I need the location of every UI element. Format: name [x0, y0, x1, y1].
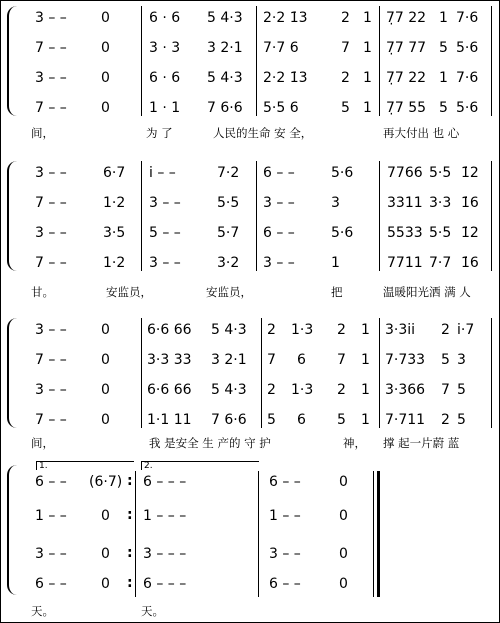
note-group: 7·6	[456, 10, 479, 26]
lyric: 我 是安全 生 产的 守 护	[149, 436, 271, 450]
note-group: 1	[361, 352, 370, 368]
note-group: 1·1 11	[147, 412, 192, 428]
note-group: 7 – –	[35, 100, 67, 116]
note-group: 3 – –	[35, 382, 67, 398]
note-group: 7̣7 22	[386, 10, 427, 26]
note-group: 1	[439, 10, 448, 26]
lyric: 天。	[141, 604, 164, 618]
note-group: 3·366	[385, 382, 426, 398]
staff-row-bass	[1, 577, 500, 597]
repeat-dots: :	[127, 545, 133, 561]
note-group: 3 – –	[35, 225, 67, 241]
note-group: (6·7)	[89, 474, 123, 490]
lyric: 再大付出 也 心	[383, 126, 460, 140]
note-group: 5 4·3	[211, 322, 247, 338]
note-group: 3 – – –	[143, 546, 187, 562]
note-group: 5·5 6	[263, 100, 299, 116]
staff-row-soprano	[1, 166, 500, 186]
lyric: 安监员，	[106, 285, 152, 299]
note-group: 2	[341, 70, 350, 86]
note-group: 2·2 1̇3	[263, 70, 308, 86]
note-group: 0	[101, 508, 110, 524]
note-group: 0	[339, 508, 348, 524]
note-group: 7 – –	[35, 412, 67, 428]
note-group: 2	[267, 382, 276, 398]
lyric: 间，	[31, 436, 54, 450]
note-group: 0	[101, 412, 110, 428]
note-group: 6 – –	[263, 165, 295, 181]
staff-row-bass	[1, 101, 500, 121]
note-group: 3 · 3	[149, 40, 181, 56]
staff-row-tenor	[1, 226, 500, 246]
note-group: 3 – –	[35, 322, 67, 338]
repeat-dots: :	[127, 507, 133, 523]
note-group: 6·6 66	[147, 382, 192, 398]
note-group: 6·7	[103, 165, 126, 181]
note-group: 3·3	[429, 195, 452, 211]
note-group: 6 · 6	[149, 70, 181, 86]
note-group: 7 – –	[35, 255, 67, 271]
note-group: 0	[339, 576, 348, 592]
note-group: 6 – –	[269, 474, 301, 490]
volta-2: 2.	[141, 461, 259, 470]
lyric: 间，	[31, 126, 54, 140]
note-group: 1	[439, 70, 448, 86]
note-group: 0	[101, 352, 110, 368]
note-group: 7	[337, 352, 346, 368]
staff-row-soprano	[1, 323, 500, 343]
note-group: 2·2 1̇3	[263, 10, 308, 26]
note-group: 6 – –	[35, 576, 67, 592]
note-group: 5·5	[429, 225, 452, 241]
note-group: 3 – –	[269, 546, 301, 562]
repeat-dots: :	[127, 575, 133, 591]
note-group: 1·3	[291, 322, 314, 338]
note-group: 3 – –	[35, 70, 67, 86]
note-group: 1	[363, 10, 372, 26]
note-group: 3 – –	[35, 546, 67, 562]
note-group: 5	[337, 412, 346, 428]
lyric: 为 了	[146, 126, 173, 140]
note-group: 1 – – –	[143, 508, 187, 524]
note-group: 6 – – –	[143, 576, 187, 592]
note-group: 5 – –	[149, 225, 181, 241]
note-group: 1	[361, 382, 370, 398]
note-group: 2	[341, 10, 350, 26]
note-group: 7·711	[385, 412, 426, 428]
note-group: 7·2	[217, 165, 240, 181]
note-group: 7 6·6	[211, 412, 247, 428]
note-group: 5	[341, 100, 350, 116]
note-group: 1·2	[103, 195, 126, 211]
note-group: 0	[101, 100, 110, 116]
note-group: 7·6	[456, 70, 479, 86]
note-group: 3 – –	[263, 195, 295, 211]
note-group: 1	[363, 100, 372, 116]
note-group: 3 – –	[263, 255, 295, 271]
note-group: 5 4·3	[207, 10, 243, 26]
note-group: 1·2	[103, 255, 126, 271]
note-group: 7711	[387, 255, 423, 271]
staff-row-bass	[1, 256, 500, 276]
note-group: 7·733	[385, 352, 426, 368]
note-group: 7 – –	[35, 352, 67, 368]
note-group: 5·6	[331, 165, 354, 181]
note-group: 1 – –	[35, 508, 67, 524]
note-group: 7766	[387, 165, 423, 181]
note-group: 1 – –	[269, 508, 301, 524]
note-group: 7̣7 77	[386, 40, 427, 56]
note-group: 7	[267, 352, 276, 368]
note-group: 0	[101, 70, 110, 86]
lyric: 撑 起一片蔚 蓝	[383, 436, 460, 450]
note-group: 1̇2	[461, 225, 479, 241]
note-group: 7	[341, 40, 350, 56]
note-group: 7 – –	[35, 195, 67, 211]
staff-row-alto	[1, 196, 500, 216]
note-group: 1	[363, 40, 372, 56]
note-group: 6 · 6	[149, 10, 181, 26]
note-group: 5·7	[217, 225, 240, 241]
note-group: 1·3	[291, 382, 314, 398]
note-group: 6 – –	[269, 576, 301, 592]
note-group: 2	[441, 412, 450, 428]
note-group: 0	[101, 322, 110, 338]
note-group: 7 – –	[35, 40, 67, 56]
note-group: 0	[101, 546, 110, 562]
staff-row-soprano	[1, 475, 500, 495]
lyric: 温暖阳光洒 满 人	[383, 285, 471, 299]
note-group: 2	[337, 322, 346, 338]
note-group: 3·3 33	[147, 352, 192, 368]
note-group: 0	[101, 40, 110, 56]
lyric: 甘。	[31, 285, 54, 299]
staff-row-alto	[1, 41, 500, 61]
note-group: 5 4·3	[211, 382, 247, 398]
staff-row-tenor	[1, 383, 500, 403]
note-group: 3·3ii	[385, 322, 416, 338]
note-group: 1̇6	[461, 195, 479, 211]
note-group: 0	[101, 382, 110, 398]
note-group: 5·6	[331, 225, 354, 241]
note-group: 1	[361, 322, 370, 338]
note-group: i·7	[457, 322, 475, 338]
staff-row-tenor	[1, 71, 500, 91]
note-group: 5	[441, 352, 450, 368]
staff-row-soprano	[1, 11, 500, 31]
note-group: 5533	[387, 225, 423, 241]
note-group: 5·6	[456, 100, 479, 116]
note-group: 3	[457, 352, 466, 368]
note-group: 3·2	[217, 255, 240, 271]
note-group: 3311	[387, 195, 423, 211]
note-group: 2	[337, 382, 346, 398]
note-group: 3 2·1	[211, 352, 247, 368]
note-group: 5·6	[456, 40, 479, 56]
note-group: 6	[297, 412, 306, 428]
volta-1: 1.	[36, 461, 134, 470]
note-group: 1	[363, 70, 372, 86]
note-group: 7·7 6	[263, 40, 299, 56]
note-group: 7·7	[429, 255, 452, 271]
note-group: 0	[339, 474, 348, 490]
note-group: 6 – –	[263, 225, 295, 241]
note-group: 1 · 1	[149, 100, 181, 116]
note-group: 1̇2	[461, 165, 479, 181]
staff-row-tenor	[1, 547, 500, 567]
note-group: 7̣7 55	[386, 100, 427, 116]
note-group: 7̣7 22	[386, 70, 427, 86]
note-group: 6·6 66	[147, 322, 192, 338]
note-group: i – –	[149, 165, 176, 181]
note-group: 3 2·1	[207, 40, 243, 56]
note-group: 2	[441, 322, 450, 338]
note-group: 5	[457, 412, 466, 428]
note-group: 0	[101, 576, 110, 592]
note-group: 2	[267, 322, 276, 338]
lyric: 神，	[343, 436, 366, 450]
note-group: 1	[361, 412, 370, 428]
note-group: 5	[457, 382, 466, 398]
note-group: 5	[267, 412, 276, 428]
note-group: 3 – –	[149, 255, 181, 271]
note-group: 3 – –	[35, 165, 67, 181]
staff-row-alto	[1, 509, 500, 529]
note-group: 5 4·3	[207, 70, 243, 86]
staff-row-bass	[1, 413, 500, 433]
note-group: 3 – –	[35, 10, 67, 26]
note-group: 3·5	[103, 225, 126, 241]
note-group: 3	[331, 195, 340, 211]
note-group: 0	[101, 10, 110, 26]
lyric: 安监员，	[206, 285, 252, 299]
lyric: 天。	[31, 604, 54, 618]
note-group: 5	[439, 100, 448, 116]
note-group: 5·5	[429, 165, 452, 181]
note-group: 3 – –	[149, 195, 181, 211]
note-group: 7 6·6	[207, 100, 243, 116]
note-group: 6	[297, 352, 306, 368]
staff-row-alto	[1, 353, 500, 373]
note-group: 5·5	[217, 195, 240, 211]
note-group: 1	[331, 255, 340, 271]
repeat-dots: :	[127, 473, 133, 489]
note-group: 6 – – –	[143, 474, 187, 490]
note-group: 0	[339, 546, 348, 562]
note-group: 7	[441, 382, 450, 398]
note-group: 6 – –	[35, 474, 67, 490]
note-group: 1̇6	[461, 255, 479, 271]
note-group: 5	[439, 40, 448, 56]
lyric: 把	[331, 285, 343, 299]
lyric: 人民的生命 安 全，	[213, 126, 313, 140]
